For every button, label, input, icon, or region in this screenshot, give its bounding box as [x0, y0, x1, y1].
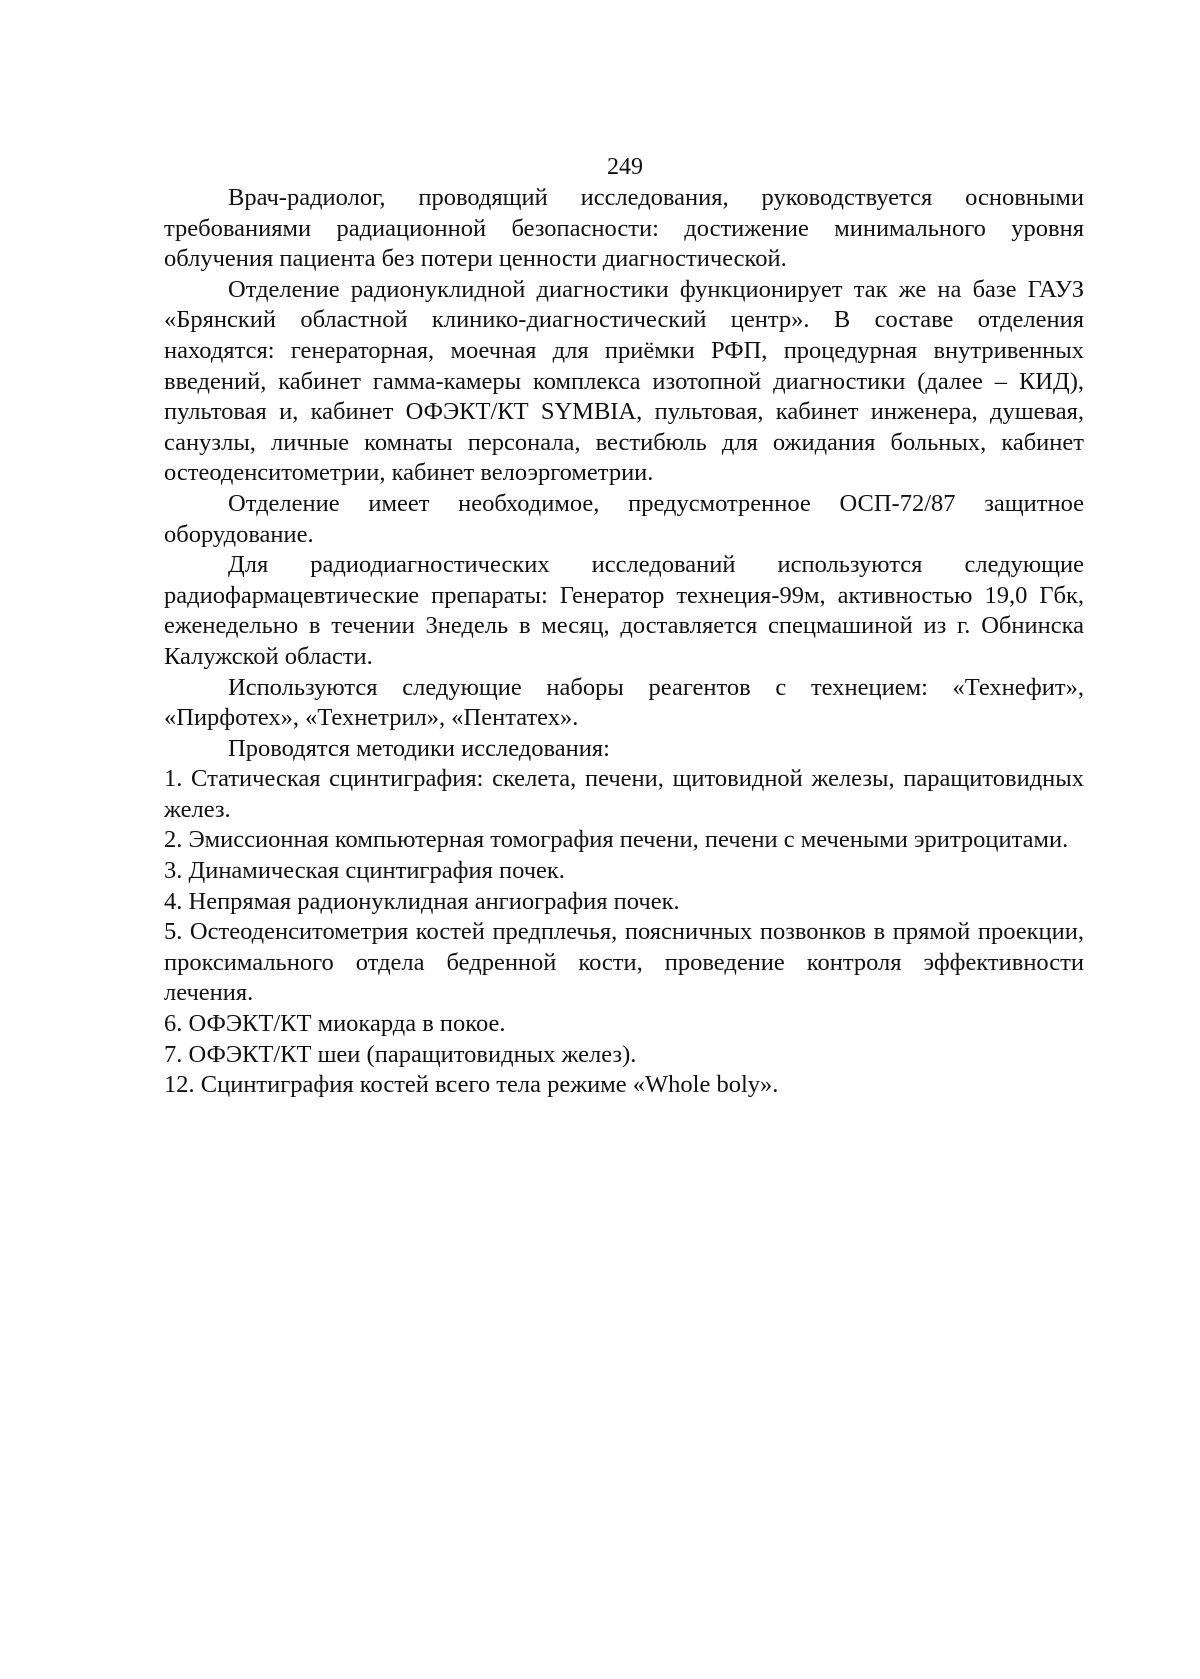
paragraph-methods-intro: Проводятся методики исследования: — [228, 734, 610, 762]
list-item: 12. Сцинтиграфия костей всего тела режиме «Whole boly». — [164, 1071, 779, 1099]
paragraph-radiologist-requirements: Врач-радиолог, проводящий исследования, руководствуется основными требованиями радиационной безопасности: достижение минимального уровня облучения пациента без потери ценности диагностической. — [164, 184, 1084, 273]
list-item: 7. ОФЭКТ/КТ шеи (паращитовидных желез). — [164, 1040, 637, 1068]
page-number: 249 — [607, 154, 643, 180]
methods-list — [164, 764, 1084, 1101]
list-item: 6. ОФЭКТ/КТ миокарда в покое. — [164, 1010, 506, 1038]
list-item: 1. Статическая сцинтиграфия: скелета, печени, щитовидной железы, паращитовидных желез. — [164, 765, 1084, 823]
paragraph-radiopharmaceuticals: Для радиодиагностических исследований используются следующие радиофармацевтические препараты: Генератор технеция-99м, активностью 19,0 Гбк, еженедельно в течении 3недель в месяц, доставляется спецмашиной из г. Обнинска Калужской области. — [164, 551, 1084, 670]
paragraph-department-composition: Отделение радионуклидной диагностики функционирует так же на базе ГАУЗ «Брянский областной клинико-диагностический центр». В составе отделения находятся: генераторная, моечная для приёмки РФП, процедурная внутривенных введений, кабинет гамма-камеры комплекса изотопной диагностики (далее – КИД), пультовая и, кабинет ОФЭКТ/КТ SYMBIA, пультовая, кабинет инженера, душевая, санузлы, личные комнаты персонала, вестибюль для ожидания больных, кабинет остеоденситометрии, кабинет велоэргометрии. — [164, 275, 1084, 487]
paragraph-protective-equipment: Отделение имеет необходимое, предусмотренное ОСП-72/87 защитное оборудование. — [164, 489, 1084, 548]
list-item: 3. Динамическая сцинтиграфия почек. — [164, 857, 565, 885]
list-item: 4. Непрямая радионуклидная ангиография почек. — [164, 887, 680, 915]
list-item: 2. Эмиссионная компьютерная томография печени, печени с мечеными эритроцитами. — [164, 826, 1069, 854]
list-item: 5. Остеоденситометрия костей предплечья, поясничных позвонков в прямой проекции, проксимального отдела бедренной кости, проведение контроля эффективности лечения. — [164, 918, 1084, 1007]
paragraph-reagent-kits: Используются следующие наборы реагентов с технецием: «Технефит», «Пирфотех», «Технетрил», «Пентатех». — [164, 673, 1084, 732]
document-body — [164, 183, 1084, 1101]
